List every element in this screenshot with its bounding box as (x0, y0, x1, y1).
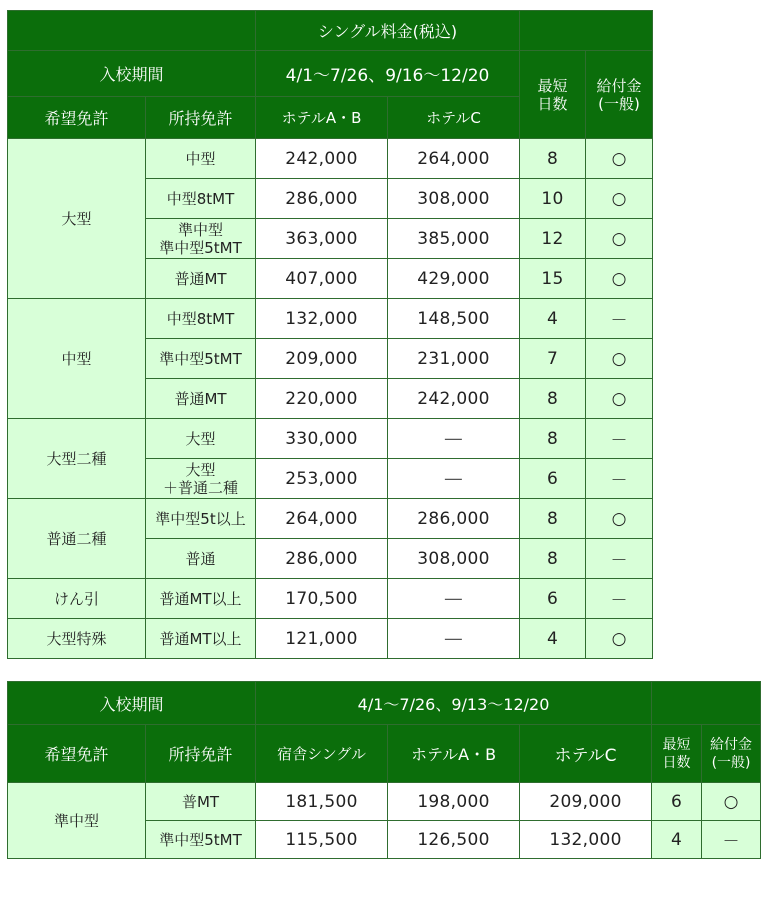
min-days-cell-text: 4 (546, 628, 559, 649)
benefit-cell-text: ○ (611, 268, 627, 289)
period-value-2: 4/1～7/26、9/13～12/20 (256, 682, 652, 725)
price-hotel-c (388, 539, 520, 579)
min-days-cell-text: 15 (541, 268, 564, 289)
price-hotel-c-2-text: 132,000 (549, 829, 622, 850)
held-license-cell (146, 339, 256, 379)
table-row (8, 499, 653, 539)
min-days-header-2-text: 最短 日数 (662, 736, 691, 771)
min-days-header (520, 51, 586, 139)
price-hotel-c-text: ― (444, 628, 463, 649)
price-hotel-ab-text: 220,000 (285, 388, 358, 409)
benefit-cell-2-text: ○ (723, 791, 739, 812)
price-dorm-single (256, 821, 388, 859)
min-days-cell-text: 8 (546, 148, 559, 169)
desired-license-cell-2 (8, 783, 146, 859)
price-table-1 (7, 10, 653, 659)
benefit-cell-text: ○ (611, 188, 627, 209)
min-days-cell (520, 259, 586, 299)
held-license-cell (146, 299, 256, 339)
hotel-ab-header-2: ホテルA・B (388, 725, 520, 783)
price-hotel-ab-text: 132,000 (285, 308, 358, 329)
price-dorm-single-text: 181,500 (285, 791, 358, 812)
held-license-cell-2-text: 普MT (181, 793, 220, 811)
price-hotel-ab-2-text: 198,000 (417, 791, 490, 812)
held-license-cell-2 (146, 783, 256, 821)
header-blank-right-2 (652, 682, 761, 725)
price-hotel-c (388, 419, 520, 459)
price-hotel-ab-text: 407,000 (285, 268, 358, 289)
price-hotel-c-text: 429,000 (417, 268, 490, 289)
min-days-cell-text: 8 (546, 388, 559, 409)
price-hotel-c (388, 459, 520, 499)
min-days-cell-text: 8 (546, 428, 559, 449)
price-hotel-c (388, 379, 520, 419)
held-license-cell (146, 179, 256, 219)
hotel-ab-header: ホテルA・B (256, 97, 388, 139)
table-row (8, 619, 653, 659)
price-hotel-c-text: 242,000 (417, 388, 490, 409)
price-hotel-ab (256, 139, 388, 179)
held-license-cell (146, 539, 256, 579)
table-row (8, 419, 653, 459)
benefit-cell (586, 539, 653, 579)
min-days-cell (520, 299, 586, 339)
desired-license-cell (8, 499, 146, 579)
benefit-header-2-text: 給付金 (一般) (710, 736, 753, 771)
held-license-cell-text: 準中型 準中型5tMT (159, 220, 242, 257)
hotel-c-header: ホテルC (388, 97, 520, 139)
desired-license-cell-2-text: 準中型 (53, 812, 99, 830)
min-days-cell (520, 459, 586, 499)
price-hotel-c-text: ― (444, 468, 463, 489)
price-hotel-ab-text: 264,000 (285, 508, 358, 529)
price-hotel-c (388, 259, 520, 299)
hotel-c-header-2: ホテルC (520, 725, 652, 783)
desired-license-cell-text: 大型 (61, 210, 92, 228)
price-hotel-ab (256, 259, 388, 299)
price-hotel-ab-text: 121,000 (285, 628, 358, 649)
held-license-cell-text: 中型8tMT (166, 310, 235, 328)
min-days-cell-2-text: 4 (670, 829, 683, 850)
held-license-cell (146, 579, 256, 619)
price-hotel-c (388, 139, 520, 179)
min-days-cell-text: 6 (546, 588, 559, 609)
min-days-cell (520, 139, 586, 179)
period-label-2: 入校期間 (8, 682, 256, 725)
benefit-cell (586, 259, 653, 299)
price-hotel-c-2 (520, 821, 652, 859)
table-row (8, 579, 653, 619)
benefit-cell (586, 219, 653, 259)
held-license-cell (146, 139, 256, 179)
min-days-cell-text: 10 (541, 188, 564, 209)
price-hotel-ab (256, 619, 388, 659)
price-hotel-ab-text: 363,000 (285, 228, 358, 249)
price-hotel-ab (256, 459, 388, 499)
desired-license-cell-text: 中型 (61, 350, 92, 368)
price-hotel-c-text: 231,000 (417, 348, 490, 369)
held-license-cell (146, 219, 256, 259)
min-days-cell-text: 8 (546, 508, 559, 529)
min-days-cell-text: 7 (546, 348, 559, 369)
held-license-cell (146, 379, 256, 419)
price-hotel-ab-text: 286,000 (285, 548, 358, 569)
desired-license-cell-text: 大型特殊 (46, 630, 107, 648)
benefit-cell (586, 619, 653, 659)
min-days-cell-text: 4 (546, 308, 559, 329)
benefit-cell-text: ○ (611, 388, 627, 409)
held-license-cell (146, 499, 256, 539)
held-license-cell-text: 普通MT以上 (159, 630, 242, 648)
held-license-cell-text: 普通MT (174, 390, 227, 408)
benefit-cell-text: － (610, 471, 628, 491)
held-license-cell-text: 普通MT以上 (159, 590, 242, 608)
benefit-cell-2-text: － (722, 832, 740, 852)
benefit-cell (586, 499, 653, 539)
price-hotel-c-text: 308,000 (417, 188, 490, 209)
price-hotel-ab (256, 499, 388, 539)
price-hotel-ab-text: 253,000 (285, 468, 358, 489)
price-dorm-single-text: 115,500 (285, 829, 358, 850)
price-title: シングル料金(税込) (256, 11, 520, 51)
price-hotel-ab (256, 299, 388, 339)
price-hotel-c (388, 339, 520, 379)
price-hotel-c-text: 308,000 (417, 548, 490, 569)
held-license-cell (146, 619, 256, 659)
price-hotel-c (388, 579, 520, 619)
price-hotel-ab-text: 242,000 (285, 148, 358, 169)
table-row (8, 299, 653, 339)
price-hotel-c-text: 286,000 (417, 508, 490, 529)
min-days-cell (520, 179, 586, 219)
price-hotel-ab-2 (388, 783, 520, 821)
held-license-cell (146, 459, 256, 499)
held-license-cell-2 (146, 821, 256, 859)
min-days-cell (520, 579, 586, 619)
min-days-header-2 (652, 725, 702, 783)
price-hotel-c-2 (520, 783, 652, 821)
benefit-cell-text: － (610, 591, 628, 611)
benefit-cell-text: － (610, 551, 628, 571)
header-blank-right (520, 11, 653, 51)
price-hotel-c-text: ― (444, 428, 463, 449)
period-value: 4/1～7/26、9/16～12/20 (256, 51, 520, 97)
held-license-cell-2-text: 準中型5tMT (159, 831, 242, 849)
price-hotel-c-2-text: 209,000 (549, 791, 622, 812)
price-hotel-c (388, 499, 520, 539)
min-days-cell (520, 499, 586, 539)
min-days-cell-2 (652, 821, 702, 859)
min-days-cell (520, 339, 586, 379)
price-hotel-c-text: 264,000 (417, 148, 490, 169)
price-hotel-ab (256, 539, 388, 579)
min-days-cell-text: 8 (546, 548, 559, 569)
benefit-cell (586, 459, 653, 499)
benefit-header-text: 給付金 (一般) (596, 76, 642, 113)
price-hotel-c (388, 619, 520, 659)
benefit-cell-text: － (610, 431, 628, 451)
price-hotel-ab-2-text: 126,500 (417, 829, 490, 850)
price-hotel-c (388, 219, 520, 259)
price-hotel-ab-text: 209,000 (285, 348, 358, 369)
min-days-cell (520, 539, 586, 579)
price-hotel-ab-2 (388, 821, 520, 859)
held-license-cell-text: 準中型5tMT (159, 350, 242, 368)
held-license-cell-text: 中型8tMT (166, 190, 235, 208)
desired-license-cell (8, 419, 146, 499)
min-days-cell (520, 379, 586, 419)
desired-license-header-2: 希望免許 (8, 725, 146, 783)
benefit-cell-text: ○ (611, 628, 627, 649)
benefit-cell (586, 179, 653, 219)
price-hotel-ab (256, 419, 388, 459)
period-label: 入校期間 (8, 51, 256, 97)
benefit-cell (586, 299, 653, 339)
held-license-cell-text: 中型 (185, 150, 216, 168)
price-hotel-ab-text: 330,000 (285, 428, 358, 449)
price-hotel-ab (256, 579, 388, 619)
desired-license-cell (8, 139, 146, 299)
benefit-cell-2 (702, 783, 761, 821)
min-days-cell (520, 219, 586, 259)
desired-license-header: 希望免許 (8, 97, 146, 139)
benefit-cell-text: ○ (611, 228, 627, 249)
benefit-header-2 (702, 725, 761, 783)
benefit-cell-text: ○ (611, 148, 627, 169)
price-hotel-ab (256, 379, 388, 419)
min-days-cell-text: 12 (541, 228, 564, 249)
benefit-cell (586, 419, 653, 459)
min-days-header-text: 最短 日数 (537, 76, 568, 113)
desired-license-cell (8, 299, 146, 419)
desired-license-cell-text: けん引 (53, 590, 99, 608)
held-license-header: 所持免許 (146, 97, 256, 139)
price-hotel-ab-text: 286,000 (285, 188, 358, 209)
min-days-cell (520, 419, 586, 459)
table-row (8, 139, 653, 179)
min-days-cell-2 (652, 783, 702, 821)
min-days-cell (520, 619, 586, 659)
price-hotel-c (388, 299, 520, 339)
benefit-cell (586, 379, 653, 419)
benefit-header (586, 51, 653, 139)
min-days-cell-2-text: 6 (670, 791, 683, 812)
price-hotel-c-text: 385,000 (417, 228, 490, 249)
price-hotel-c (388, 179, 520, 219)
price-table-2 (7, 681, 761, 859)
desired-license-cell (8, 579, 146, 619)
price-dorm-single (256, 783, 388, 821)
desired-license-cell-text: 普通二種 (46, 530, 107, 548)
price-hotel-ab (256, 219, 388, 259)
desired-license-cell-text: 大型二種 (46, 450, 107, 468)
min-days-cell-text: 6 (546, 468, 559, 489)
price-hotel-ab (256, 179, 388, 219)
held-license-cell-text: 大型 (185, 430, 216, 448)
benefit-cell-text: － (610, 311, 628, 331)
dorm-single-header: 宿舎シングル (256, 725, 388, 783)
price-hotel-c-text: ― (444, 588, 463, 609)
held-license-cell-text: 普通 (185, 550, 216, 568)
price-hotel-ab (256, 339, 388, 379)
benefit-cell (586, 579, 653, 619)
benefit-cell (586, 339, 653, 379)
held-license-cell (146, 419, 256, 459)
price-hotel-ab-text: 170,500 (285, 588, 358, 609)
header-blank (8, 11, 256, 51)
benefit-cell (586, 139, 653, 179)
benefit-cell-text: ○ (611, 348, 627, 369)
held-license-cell-text: 普通MT (174, 270, 227, 288)
held-license-header-2: 所持免許 (146, 725, 256, 783)
benefit-cell-text: ○ (611, 508, 627, 529)
desired-license-cell (8, 619, 146, 659)
price-hotel-c-text: 148,500 (417, 308, 490, 329)
benefit-cell-2 (702, 821, 761, 859)
table-row (8, 783, 761, 821)
held-license-cell-text: 準中型5t以上 (155, 510, 246, 528)
held-license-cell-text: 大型 ＋普通二種 (162, 460, 238, 497)
held-license-cell (146, 259, 256, 299)
